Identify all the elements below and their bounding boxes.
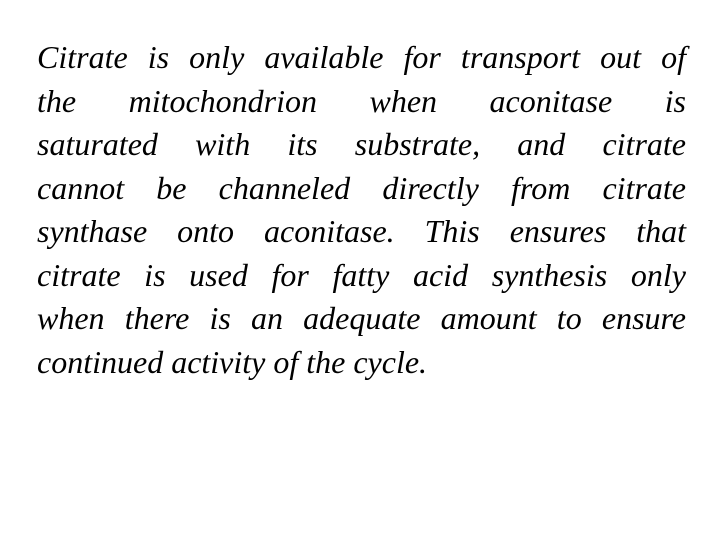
paragraph-line-4: cannot be channeled directly from citrate	[37, 169, 686, 206]
paragraph-line-8: continued activity of the cycle.	[37, 343, 428, 380]
paragraph-line-2: the mitochondrion when aconitase is	[37, 82, 686, 119]
paragraph-line-6: citrate is used for fatty acid synthesis only	[37, 256, 686, 293]
paragraph-line-1: Citrate is only available for transport out of	[37, 39, 686, 75]
paragraph-line-5: synthase onto aconitase. This ensures that	[37, 213, 686, 249]
paragraph-line-7: when there is an adequate amount to ensure	[37, 300, 686, 336]
body-paragraph	[37, 36, 686, 384]
paragraph-line-3: saturated with its substrate, and citrate	[37, 126, 686, 162]
